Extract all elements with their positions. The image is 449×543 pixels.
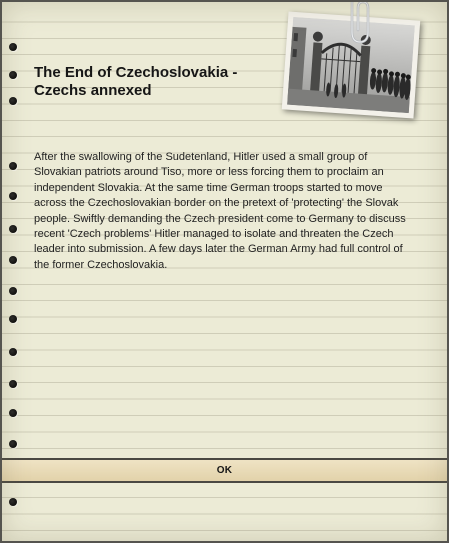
binder-hole <box>9 498 17 506</box>
binder-hole <box>9 348 17 356</box>
binder-hole <box>9 287 17 295</box>
binder-hole <box>9 97 17 105</box>
event-description: After the swallowing of the Sudetenland, Hitler used a small group of Slovakian patriots around Tiso, more or less forcing them to proclaim an independent Slovakia. At the same time German troops started to move across the Czechoslovakian border on the pretext of 'protecting' the Slovak people. Swiftly demanding the Czech president come to Germany to discuss recent 'Czech problems' Hitler managed to isolate and threaten the Czech leader into submission. A few days later the German Army had full control of the former Czechoslovakia. <box>34 151 406 271</box>
binder-hole <box>9 315 17 323</box>
binder-hole <box>9 225 17 233</box>
binder-hole <box>9 71 17 79</box>
binder-hole <box>9 409 17 417</box>
event-title: The End of Czechoslovakia - Czechs annexed <box>34 64 238 99</box>
paperclip-icon <box>344 0 374 48</box>
binder-hole <box>9 380 17 388</box>
binder-hole <box>9 192 17 200</box>
binder-hole <box>9 162 17 170</box>
binder-hole <box>9 43 17 51</box>
ok-button[interactable] <box>2 458 447 483</box>
binder-hole <box>9 256 17 264</box>
ok-button-label: OK <box>216 465 233 476</box>
binder-hole <box>9 440 17 448</box>
